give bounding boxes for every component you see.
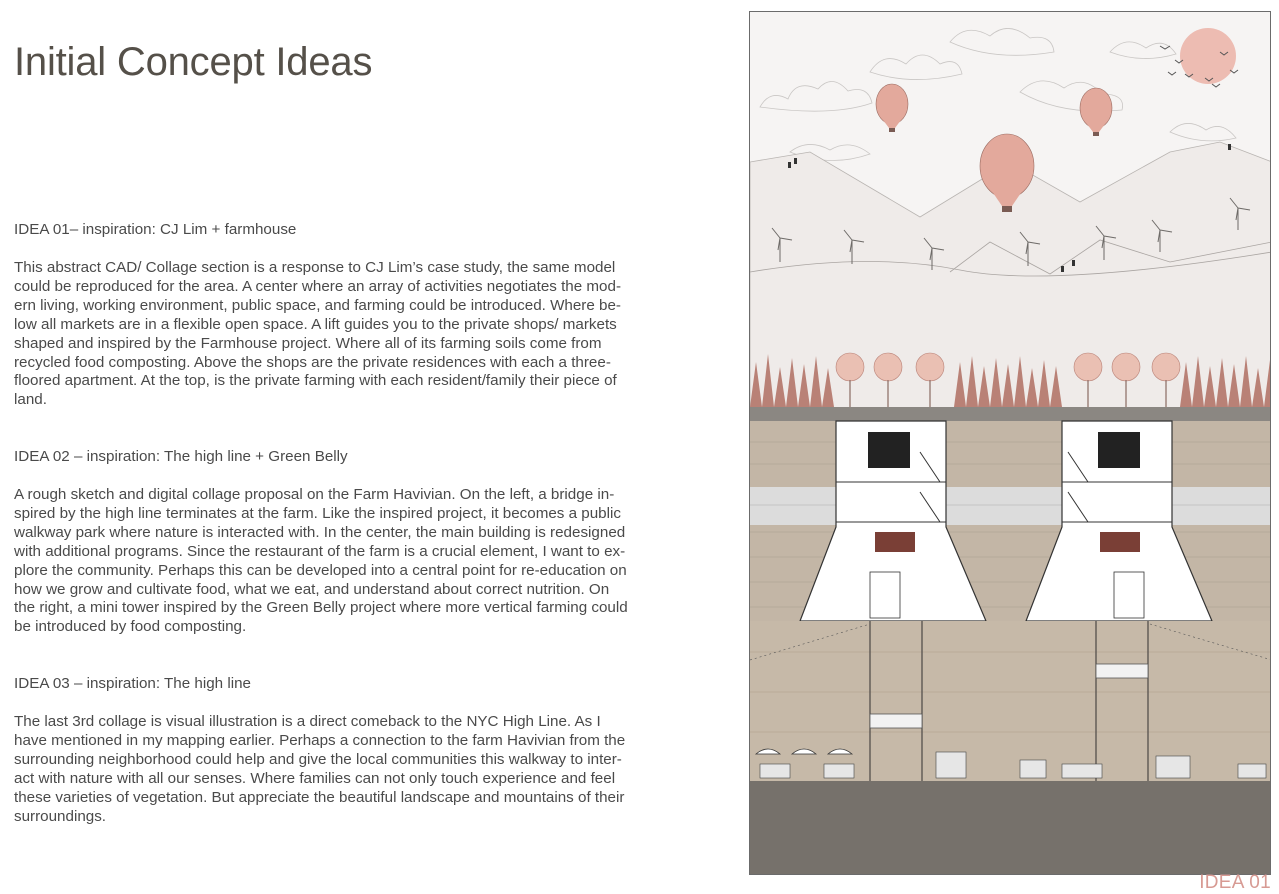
idea-02-heading: IDEA 02 – inspiration: The high line + Green Belly [14, 448, 348, 465]
umbrella-icon [756, 749, 852, 754]
page-title: Initial Concept Ideas [14, 40, 373, 84]
idea-03-heading: IDEA 03 – inspiration: The high line [14, 675, 251, 692]
figure-caption: IDEA 01 [1199, 872, 1271, 893]
idea-01-heading: IDEA 01– inspiration: CJ Lim + farmhouse [14, 221, 297, 238]
sun-icon [1180, 28, 1236, 84]
idea-02-body: A rough sketch and digital collage proposal on the Farm Havivian. On the left, a bridge in- spired by the high line terminates at the farm. Like the inspired project, it becomes a public walkway park where nature is interacted with. In the center, the main building is redesigned with additional programs. Since the restaurant of the farm is a crucial element, I want to ex- plore the community. Perhaps this can be developed into a central point for re-education on how we grow and cultivate food, what we eat, and understand about correct nutrition. On the right, a mini tower inspired by the Green Belly project where more vertical farming could be introduced by food composting. [14, 486, 628, 636]
idea-01-body: This abstract CAD/ Collage section is a response to CJ Lim’s case study, the same model could be reproduced for the area. A center where an array of activities negotiates the mod- ern living, working environment, public space, and farming could be introduced. Where be- low all markets are in a flexible open space. A lift guides you to the private shops/ markets shaped and inspired by the Farmhouse project. Where all of its farming soils come from recycled food composting. Above the shops are the private residences with each a three- floored apartment. At the top, is the private farming with each resident/family their piece of land. [14, 259, 622, 409]
idea-03-body: The last 3rd collage is visual illustration is a direct comeback to the NYC High Line. As I have mentioned in my mapping earlier. Perhaps a connection to the farm Havivian from the surrounding neighborhood could help and give the local communities this walkway to inter- act with nature with all our senses. Where families can not only touch experience and feel these varieties of vegetation. But appreciate the beautiful landscape and mountains of their surroundings. [14, 713, 626, 825]
collage-section-image [749, 11, 1271, 875]
